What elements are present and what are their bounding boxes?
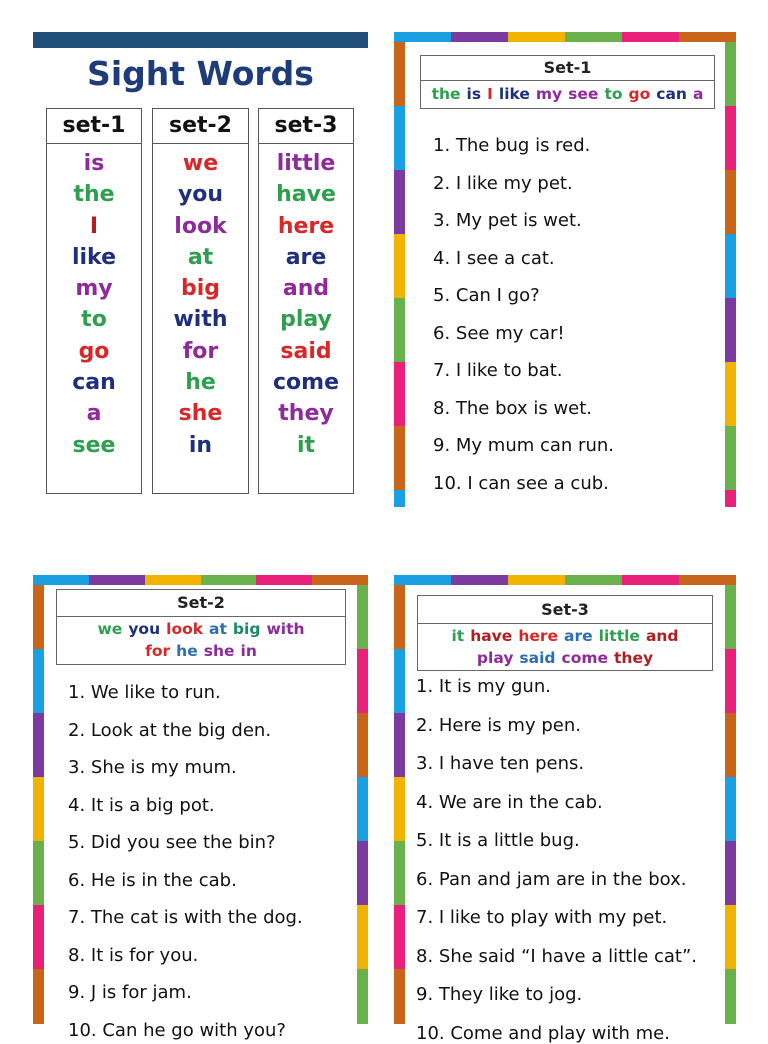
sight-word: go: [78, 338, 110, 364]
header-word: here: [518, 627, 559, 645]
border-segment: [725, 298, 736, 362]
border-segment: [33, 585, 44, 649]
sight-word: to: [81, 307, 107, 333]
border-segment: [725, 649, 736, 713]
border-segment: [725, 841, 736, 905]
header-word: play: [476, 649, 514, 667]
sentence: 8. She said “I have a little cat”.: [416, 945, 698, 967]
border-segment: [394, 841, 405, 905]
word-column-set-2: [152, 108, 249, 494]
border-segment: [725, 234, 736, 298]
sight-word: play: [280, 307, 332, 333]
border-segment: [622, 575, 679, 585]
sight-word: have: [276, 182, 336, 208]
border-segment: [89, 575, 145, 585]
set-word-list: [421, 81, 714, 107]
border-segment: [394, 234, 405, 298]
border-segment: [725, 777, 736, 841]
border-segment: [33, 575, 89, 585]
header-word: little: [598, 627, 640, 645]
border-segment: [357, 585, 368, 649]
header-word: is: [466, 85, 482, 103]
sentence: 3. I have ten pens.: [416, 753, 585, 774]
sight-word: they: [278, 401, 334, 427]
border-segment: [33, 777, 44, 841]
border-segment: [394, 426, 405, 490]
header-word: look: [166, 620, 204, 638]
sight-word: can: [72, 370, 116, 396]
sight-word: for: [182, 338, 219, 364]
set-3-card: [394, 575, 736, 1044]
sight-word: with: [173, 307, 228, 333]
border-segment: [394, 32, 451, 42]
header-word: they: [614, 649, 654, 667]
column-heading: set-1: [47, 109, 141, 144]
border-segment: [394, 905, 405, 969]
sight-word: it: [296, 432, 316, 458]
set-title: Set-2: [57, 590, 345, 617]
sight-word: big: [180, 276, 221, 302]
sentence: 1. It is my gun.: [416, 676, 551, 697]
border-segment: [565, 575, 622, 585]
sight-word: in: [188, 432, 213, 458]
sentence: 5. Did you see the bin?: [68, 832, 276, 853]
sight-word: a: [86, 401, 102, 427]
sentence: 10. I can see a cub.: [433, 472, 609, 494]
border-segment: [33, 713, 44, 777]
sentence: 3. She is my mum.: [68, 757, 237, 778]
sentence: 5. It is a little bug.: [416, 830, 580, 851]
border-segment: [622, 32, 679, 42]
border-segment: [357, 841, 368, 905]
border-segment: [394, 490, 405, 507]
border-segment: [679, 32, 736, 42]
border-segment: [725, 969, 736, 1024]
sight-word: I: [89, 213, 99, 239]
sight-word: we: [182, 151, 219, 176]
header-word: she: [203, 642, 235, 660]
sentence: 1. The bug is red.: [433, 135, 591, 156]
sentence: 3. My pet is wet.: [433, 210, 582, 231]
border-segment: [357, 649, 368, 713]
border-segment: [394, 362, 405, 426]
header-word: come: [561, 649, 609, 667]
header-word: with: [266, 620, 305, 638]
header-word: go: [628, 85, 651, 103]
border-segment: [33, 969, 44, 1024]
sentence: 8. It is for you.: [68, 944, 199, 966]
border-segment: [357, 905, 368, 969]
border-segment: [565, 32, 622, 42]
border-segment: [725, 362, 736, 426]
header-word: we: [97, 620, 123, 638]
header-word: I: [487, 85, 493, 103]
sentence: 8. The box is wet.: [433, 397, 593, 419]
sentence: 7. I like to bat.: [433, 360, 563, 381]
header-word: my: [535, 85, 563, 103]
header-word: the: [431, 85, 461, 103]
sight-words-panel: [33, 32, 368, 502]
header-word: you: [128, 620, 161, 638]
border-segment: [394, 298, 405, 362]
word-column-set-3: [258, 108, 354, 494]
word-column-set-1: [46, 108, 142, 494]
header-word: said: [519, 649, 556, 667]
border-segment: [394, 42, 405, 106]
sight-word: little: [276, 151, 336, 176]
header-word: at: [209, 620, 227, 638]
header-word: for: [145, 642, 171, 660]
sentence: 4. We are in the cab.: [416, 791, 603, 813]
border-segment: [451, 575, 508, 585]
sight-word: here: [277, 213, 335, 239]
border-segment: [508, 32, 565, 42]
sentence: 4. I see a cat.: [433, 247, 555, 269]
sentence: 9. My mum can run.: [433, 435, 614, 456]
border-segment: [679, 575, 736, 585]
header-word: and: [645, 627, 679, 645]
border-segment: [394, 575, 451, 585]
sight-word: and: [282, 276, 330, 302]
border-segment: [725, 713, 736, 777]
header-word: he: [176, 642, 198, 660]
border-segment: [725, 426, 736, 490]
sentence: 7. The cat is with the dog.: [68, 907, 303, 928]
sight-word: she: [178, 401, 223, 427]
top-bar: [33, 32, 368, 48]
sight-word: come: [273, 370, 339, 396]
column-heading: set-3: [259, 109, 353, 144]
border-segment: [394, 170, 405, 234]
header-word: can: [656, 85, 687, 103]
sentence: 1. We like to run.: [68, 682, 221, 703]
border-segment: [357, 777, 368, 841]
word-header-box: [420, 55, 715, 109]
set-title: Set-1: [421, 56, 714, 81]
header-word: it: [451, 627, 465, 645]
header-word: are: [564, 627, 593, 645]
header-word: a: [692, 85, 704, 103]
sentence: 4. It is a big pot.: [68, 794, 215, 816]
header-word: see: [568, 85, 599, 103]
sentence: 9. They like to jog.: [416, 984, 583, 1005]
set-word-list: [418, 624, 712, 669]
sight-word: the: [73, 182, 115, 208]
set-2-card: [33, 575, 368, 1041]
sentence: 10. Come and play with me.: [416, 1022, 670, 1044]
border-segment: [394, 969, 405, 1024]
border-segment: [725, 42, 736, 106]
header-word: to: [604, 85, 623, 103]
sight-word: he: [185, 370, 216, 396]
word-header-box: [417, 595, 713, 671]
word-header-box: [56, 589, 346, 665]
sight-word: see: [72, 432, 116, 458]
header-word: like: [498, 85, 530, 103]
border-segment: [33, 905, 44, 969]
border-segment: [312, 575, 368, 585]
sight-word: like: [71, 244, 117, 270]
set-word-list: [57, 617, 345, 662]
border-segment: [33, 841, 44, 905]
border-segment: [725, 106, 736, 170]
border-segment: [451, 32, 508, 42]
sight-word: are: [285, 244, 327, 270]
border-segment: [145, 575, 201, 585]
border-segment: [256, 575, 312, 585]
border-segment: [725, 585, 736, 649]
sentence: 2. Here is my pen.: [416, 714, 581, 736]
border-segment: [33, 649, 44, 713]
border-segment: [357, 969, 368, 1024]
border-segment: [394, 106, 405, 170]
sight-word: my: [75, 276, 113, 302]
sentence: 6. Pan and jam are in the box.: [416, 868, 687, 890]
border-segment: [508, 575, 565, 585]
border-segment: [394, 585, 405, 649]
border-segment: [394, 777, 405, 841]
sight-word: look: [174, 213, 227, 239]
sentence: 2. Look at the big den.: [68, 719, 272, 741]
page-title: Sight Words: [87, 54, 314, 93]
sentence: 2. I like my pet.: [433, 172, 573, 194]
border-segment: [394, 649, 405, 713]
sentence: 10. Can he go with you?: [68, 1019, 286, 1041]
sentence: 5. Can I go?: [433, 285, 540, 306]
sight-word: at: [187, 244, 214, 270]
sentence: 6. See my car!: [433, 322, 565, 344]
border-segment: [725, 170, 736, 234]
border-segment: [725, 905, 736, 969]
sight-word: you: [177, 182, 224, 208]
border-segment: [357, 713, 368, 777]
column-heading: set-2: [153, 109, 248, 144]
sight-word: is: [83, 151, 105, 176]
header-word: have: [470, 627, 513, 645]
header-word: big: [232, 620, 261, 638]
sentence: 6. He is in the cab.: [68, 869, 237, 891]
sight-word: said: [280, 338, 332, 364]
sentence: 9. J is for jam.: [68, 982, 192, 1003]
border-segment: [725, 490, 736, 507]
set-1-card: [394, 32, 736, 507]
border-segment: [201, 575, 257, 585]
sentence: 7. I like to play with my pet.: [416, 907, 668, 928]
header-word: in: [240, 642, 257, 660]
set-title: Set-3: [418, 596, 712, 624]
border-segment: [394, 713, 405, 777]
